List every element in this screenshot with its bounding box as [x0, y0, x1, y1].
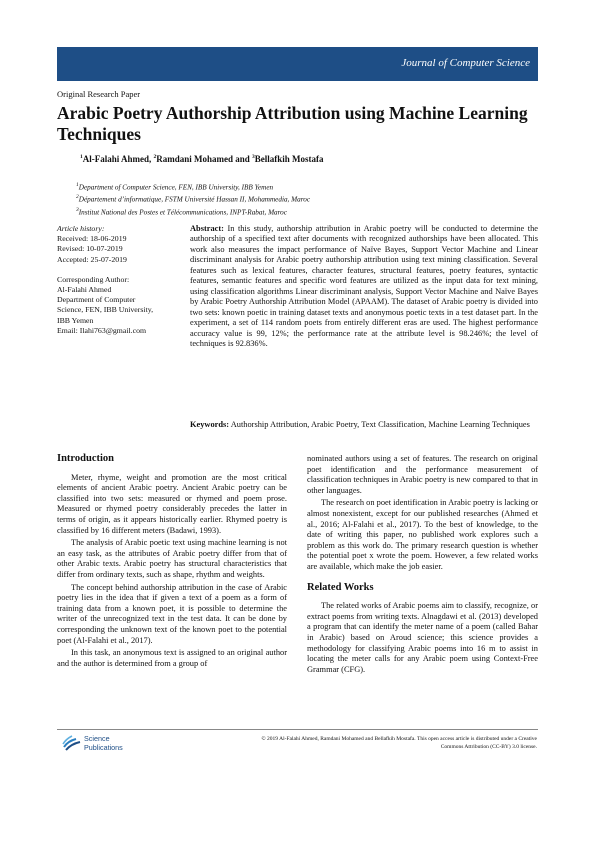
author-sup: 2	[153, 154, 157, 160]
abstract-label: Abstract:	[190, 224, 224, 233]
author-name: Bellafkih Mostafa	[254, 154, 324, 164]
paragraph: In this task, an anonymous text is assigned to an original author and the author is determined from a group of	[57, 648, 287, 668]
paragraph: The research on poet identification in Arabic poetry is lacking or almost nonexistent, except for our published researches (Ahmed et al., 2016; Al-Falahi et al., 2017). To the best of knowledge, to the date of writing this paper, no published work explores such a problem as this work do. The primary research question is whether the potential poet x wrote the poem. However, a few related works are available, which make the job easier.	[307, 498, 538, 571]
affiliation	[76, 180, 310, 192]
corresponding-line: Science, FEN, IBB University,	[57, 305, 154, 315]
license-notice	[180, 736, 537, 751]
received-date: Received: 18-06-2019	[57, 234, 127, 244]
author-sup: 3	[252, 154, 255, 160]
license-line: © 2019 Al-Falahi Ahmed, Ramdani Mohamed and Bellafkih Mostafa. This open access article is distributed under a Creative	[261, 736, 537, 742]
logo-line: Publications	[84, 743, 123, 752]
author-name: Al-Falahi Ahmed,	[82, 154, 154, 164]
related-works-heading: Related Works	[307, 581, 374, 593]
author-name: Ramdani Mohamed and	[156, 154, 253, 164]
affiliations	[76, 180, 310, 217]
corresponding-line: IBB Yemen	[57, 315, 94, 325]
accepted-date: Accepted: 25-07-2019	[57, 254, 127, 264]
corresponding-line: Department of Computer	[57, 295, 136, 305]
affiliation-text: Department of Computer Science, FEN, IBB University, IBB Yemen	[78, 183, 274, 192]
paragraph: nominated authors using a set of features. The research on original poet identification and the performance measurement of classification techniques in Arabic poetry is new compared to that in other languages.	[307, 454, 538, 495]
article-sidebar	[57, 224, 177, 336]
right-column	[307, 454, 538, 677]
abstract	[190, 224, 538, 349]
science-publications-logo-icon	[62, 733, 82, 753]
affiliation-sup: 3	[76, 206, 79, 213]
corresponding-email[interactable]: Email: Ilahi763@gmail.com	[57, 325, 147, 335]
article-history-label: Article history:	[57, 224, 105, 233]
paragraph: The related works of Arabic poems aim to classify, recognize, or extract poems from writing texts. Alnagdawi et al. (2013) developed a program that can identify the meter name of a poem (called Bahar in Arabic) based on Aroud science; this science provides a methodology for classifying Arabic poems into 16 m to assist in locating the meter calls for any Arabic poem using Context-Free Grammar (CFG).	[307, 601, 538, 674]
keywords-label: Keywords:	[190, 420, 230, 429]
journal-banner	[57, 47, 538, 81]
page-title: Arabic Poetry Authorship Attribution using Machine Learning Techniques	[57, 103, 528, 144]
introduction-heading: Introduction	[57, 453, 114, 464]
license-line: Commons Attribution (CC-BY) 3.0 license.	[440, 743, 537, 750]
affiliation-sup: 2	[76, 194, 79, 201]
affiliation	[76, 205, 310, 217]
corresponding-line: Al-Falahi Ahmed	[57, 285, 112, 295]
revised-date: Revised: 10-07-2019	[57, 244, 123, 254]
left-column	[57, 454, 287, 671]
logo-line: Science	[84, 734, 110, 743]
footer-divider	[57, 729, 538, 730]
paragraph: The analysis of Arabic poetic text using machine learning is not an easy task, as the attributes of Arabic poetry differ from that of other Arabic texts. Arabic poetry has structural characteristics that differ from ordinary texts, such as shape, rhythm and weights.	[57, 538, 287, 579]
corresponding-label: Corresponding Author:	[57, 274, 130, 284]
affiliation-text: Département d’informatique, FSTM Université Hassan II, Mohammedia, Maroc	[78, 195, 311, 204]
author-sup: 1	[80, 154, 83, 160]
affiliation	[76, 192, 310, 204]
keywords-text: Authorship Attribution, Arabic Poetry, Text Classification, Machine Learning Techniques	[230, 420, 530, 429]
journal-name: Journal of Computer Science	[401, 57, 530, 69]
paragraph: The concept behind authorship attribution in the case of Arabic poetry lies in the idea that if given a text of a poem as a form of training data from a known poet, it is possible to determine the writer of the unrecognized text in the test data. It can be done by corresponding the unknown text of the known poet to the potential poet (Al-Falahi et al., 2017).	[57, 582, 287, 645]
author-list	[80, 154, 324, 164]
paragraph: Meter, rhyme, weight and promotion are the most critical elements of ancient Arabic poetry. Ancient Arabic poetry can be classified into two sets: measured or rhymed and poem prose. Measured or rhymed poetry considerably precedes the latter in terms of origin, as it appears historically earlier. Rhymed poetry is classified by 16 different meters (Badawi, 1993).	[57, 472, 287, 535]
affiliation-sup: 1	[76, 182, 79, 188]
affiliation-text: Institut National des Postes et Télécommunications, INPT-Rabat, Maroc	[78, 208, 287, 217]
abstract-text: In this study, authorship attribution in Arabic poetry will be conducted to determine the authorship of a specified text after documents with recognized authorships have been allocated. This work also measures the impact performance of Naïve Bayes, Support Vector Machine and Linear discriminant analysis for Arabic poetry authorship attribution using text mining classification. Several features such as lexical features, character features, structural features, poetry features, syntactic features, semantic features and specific word features are utilized as the input data for text mining, using classification algorithms Linear discriminant analysis, Support Vector Machine and Naïve Bayes by Arabic Poetry Authorship Attribution Model (APAAM). The dataset of Arabic poetry is divided into two sets: known poetic in training dataset texts and anonymous poetic texts in a test dataset part. In the experiment, a set of 114 random poets from entirely different eras are used. The highest performance accuracy value is 99, 12%; the performance rate at the attribute level is 98.246%; the level of techniques is 92.836%.	[190, 224, 538, 348]
keywords	[190, 419, 538, 430]
publisher-logo-text	[84, 734, 123, 752]
paper-type: Original Research Paper	[57, 89, 141, 99]
